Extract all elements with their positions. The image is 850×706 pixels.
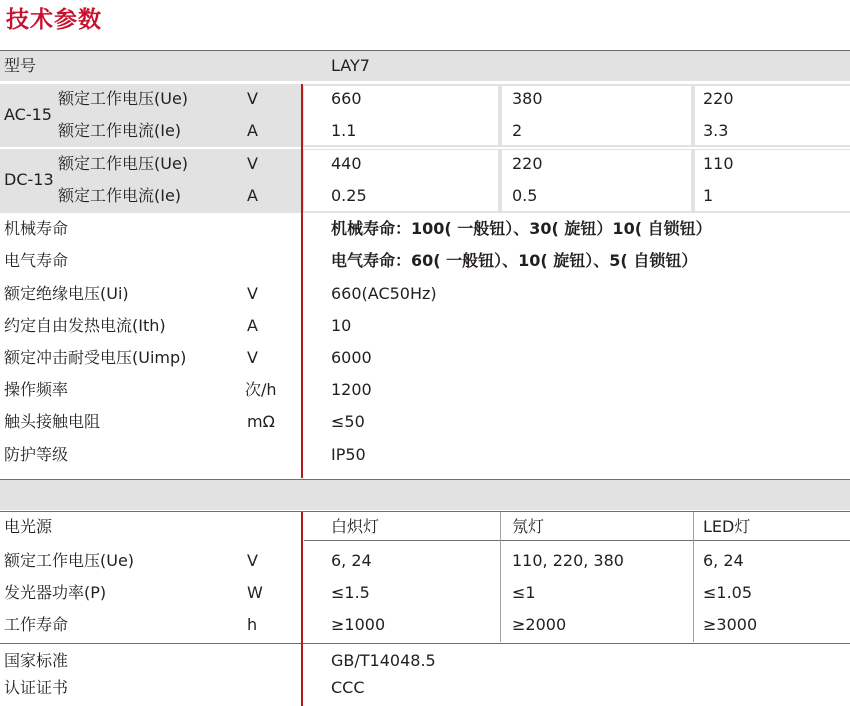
param-value: ≤50 xyxy=(331,412,365,431)
divider xyxy=(0,479,850,480)
dc13-current-label: 额定工作电流(Ie) xyxy=(58,186,182,205)
param-value: 机械寿命：100( 一般钮）、30( 旋钮）10( 自锁钮） xyxy=(331,219,712,238)
ac15-voltage-value: 660 xyxy=(331,89,362,108)
param-unit: V xyxy=(247,348,258,367)
ac15-group-label: AC-15 xyxy=(4,105,52,124)
light-type: 氖灯 xyxy=(512,517,545,536)
param-label: 约定自由发热电流(Ith) xyxy=(4,316,166,335)
light-type: 白炽灯 xyxy=(331,517,380,536)
light-row-value: ≤1.5 xyxy=(331,583,370,602)
divider xyxy=(0,643,850,644)
standard-value: GB/T14048.5 xyxy=(331,651,436,670)
param-value: 660(AC50Hz) xyxy=(331,284,437,303)
param-label: 触头接触电阻 xyxy=(4,412,101,431)
dc13-group-label: DC-13 xyxy=(4,170,54,189)
param-label: 机械寿命 xyxy=(4,219,69,238)
ac15-current-value: 3.3 xyxy=(703,121,729,140)
model-band xyxy=(0,50,850,81)
standard-label: 国家标准 xyxy=(4,651,69,670)
divider xyxy=(0,50,850,51)
ac15-voltage-label: 额定工作电压(Ue) xyxy=(58,89,189,108)
param-label: 额定冲击耐受电压(Uimp) xyxy=(4,348,187,367)
param-value: 电气寿命：60( 一般钮）、10( 旋钮）、5( 自锁钮） xyxy=(331,251,698,270)
certificate-value: CCC xyxy=(331,678,365,697)
ac15-current-value: 1.1 xyxy=(331,121,357,140)
dc13-current-value: 0.25 xyxy=(331,186,367,205)
red-column-rule xyxy=(301,512,303,706)
light-row-value: 110, 220, 380 xyxy=(512,551,624,570)
light-row-value: ≥3000 xyxy=(703,615,758,634)
ac15-current-label: 额定工作电流(Ie) xyxy=(58,121,182,140)
dc13-voltage-unit: V xyxy=(247,154,258,173)
ac15-voltage-value: 220 xyxy=(703,89,734,108)
light-row-value: ≤1.05 xyxy=(703,583,753,602)
light-row-value: 6, 24 xyxy=(703,551,744,570)
model-value: LAY7 xyxy=(331,56,370,75)
param-unit: V xyxy=(247,284,258,303)
section-divider-band xyxy=(0,480,850,510)
light-row-label: 工作寿命 xyxy=(4,615,69,634)
ac15-current-value: 2 xyxy=(512,121,523,140)
param-value: 1200 xyxy=(331,380,372,399)
light-row-value: ≥1000 xyxy=(331,615,386,634)
dc13-current-unit: A xyxy=(247,186,258,205)
param-value: IP50 xyxy=(331,445,366,464)
param-label: 额定绝缘电压(Ui) xyxy=(4,284,129,303)
certificate-label: 认证证书 xyxy=(4,678,69,697)
light-row-value: ≥2000 xyxy=(512,615,567,634)
ac15-current-unit: A xyxy=(247,121,258,140)
red-column-rule xyxy=(301,84,303,478)
page-title: 技术参数 xyxy=(6,7,102,33)
light-row-label: 发光器功率(P) xyxy=(4,583,107,602)
light-row-value: ≤1 xyxy=(512,583,536,602)
light-row-unit: W xyxy=(247,583,263,602)
param-label: 电气寿命 xyxy=(4,251,69,270)
param-label: 防护等级 xyxy=(4,445,69,464)
dc13-current-value: 0.5 xyxy=(512,186,538,205)
light-row-unit: h xyxy=(247,615,258,634)
column-divider xyxy=(693,512,694,642)
dc13-current-value: 1 xyxy=(703,186,714,205)
param-value: 6000 xyxy=(331,348,372,367)
divider xyxy=(304,540,850,541)
light-row-label: 额定工作电压(Ue) xyxy=(4,551,135,570)
light-type: LED灯 xyxy=(703,517,751,536)
param-label: 操作频率 xyxy=(4,380,69,399)
dc13-voltage-value: 110 xyxy=(703,154,734,173)
param-value: 10 xyxy=(331,316,352,335)
param-unit: 次/h xyxy=(245,380,277,399)
light-header-label: 电光源 xyxy=(4,517,53,536)
model-label: 型号 xyxy=(4,56,37,75)
column-divider xyxy=(500,512,501,642)
dc13-voltage-label: 额定工作电压(Ue) xyxy=(58,154,189,173)
divider xyxy=(0,511,850,512)
light-row-unit: V xyxy=(247,551,258,570)
dc13-voltage-value: 220 xyxy=(512,154,543,173)
dc13-voltage-value: 440 xyxy=(331,154,362,173)
param-unit: mΩ xyxy=(247,412,275,431)
param-unit: A xyxy=(247,316,258,335)
ac15-voltage-unit: V xyxy=(247,89,258,108)
ac15-voltage-value: 380 xyxy=(512,89,543,108)
light-row-value: 6, 24 xyxy=(331,551,372,570)
